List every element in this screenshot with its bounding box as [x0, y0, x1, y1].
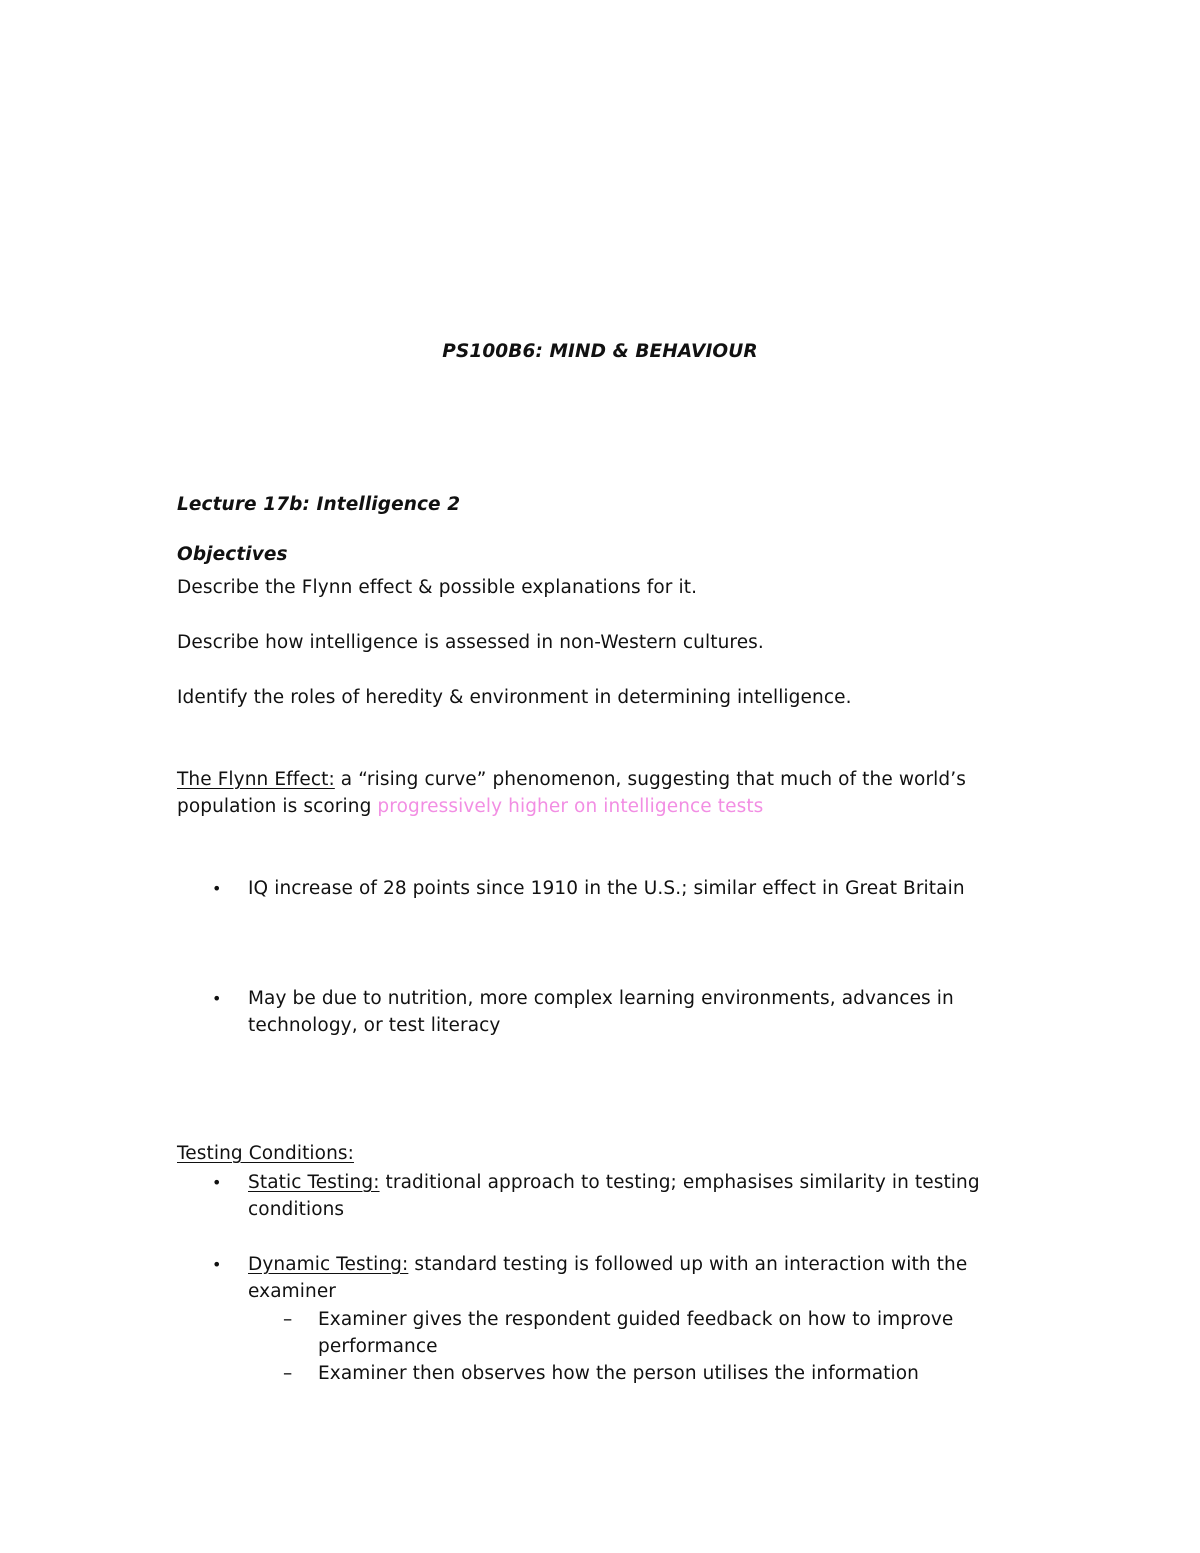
objective-item: Identify the roles of heredity & environment in determining intelligence.	[177, 687, 852, 708]
list-item: IQ increase of 28 points since 1910 in the U.S.; similar effect in Great Britain	[248, 878, 965, 899]
list-item-continuation: technology, or test literacy	[248, 1015, 501, 1036]
dynamic-testing-text: standard testing is followed up with an interaction with the	[408, 1254, 968, 1275]
flynn-text: a “rising curve” phenomenon, suggesting that much of the world’s	[334, 769, 966, 790]
flynn-paragraph-line-2	[177, 793, 763, 820]
dynamic-testing-line-1	[248, 1251, 967, 1278]
flynn-text: population is scoring	[177, 796, 378, 817]
sub-list-item: Examiner then observes how the person utilises the information	[318, 1363, 919, 1384]
static-testing-line-2: conditions	[248, 1199, 345, 1220]
bullet-icon: •	[212, 1255, 222, 1274]
static-testing-text: traditional approach to testing; emphasises similarity in testing	[379, 1172, 980, 1193]
dash-icon: –	[283, 1363, 293, 1384]
bullet-icon: •	[212, 1173, 222, 1192]
objectives-heading: Objectives	[177, 544, 288, 565]
static-testing-line-1	[248, 1169, 980, 1196]
flynn-paragraph-line-1	[177, 766, 966, 793]
objective-item: Describe the Flynn effect & possible explanations for it.	[177, 577, 698, 598]
list-item: May be due to nutrition, more complex learning environments, advances in	[248, 988, 954, 1009]
testing-heading: Testing Conditions:	[177, 1143, 354, 1164]
course-title: PS100B6: MIND & BEHAVIOUR	[442, 341, 758, 362]
objective-item: Describe how intelligence is assessed in non-Western cultures.	[177, 632, 764, 653]
flynn-highlight: progressively higher on intelligence tests	[377, 796, 764, 817]
sub-list-item-continuation: performance	[318, 1336, 438, 1357]
lecture-title: Lecture 17b: Intelligence 2	[177, 494, 461, 515]
bullet-icon: •	[212, 989, 222, 1008]
bullet-icon: •	[212, 879, 222, 898]
flynn-term: The Flynn Effect:	[177, 769, 335, 790]
sub-list-item: Examiner gives the respondent guided feedback on how to improve	[318, 1309, 954, 1330]
dynamic-testing-term: Dynamic Testing:	[248, 1254, 409, 1275]
dynamic-testing-line-2: examiner	[248, 1281, 337, 1302]
static-testing-term: Static Testing:	[248, 1172, 380, 1193]
dash-icon: –	[283, 1309, 293, 1330]
